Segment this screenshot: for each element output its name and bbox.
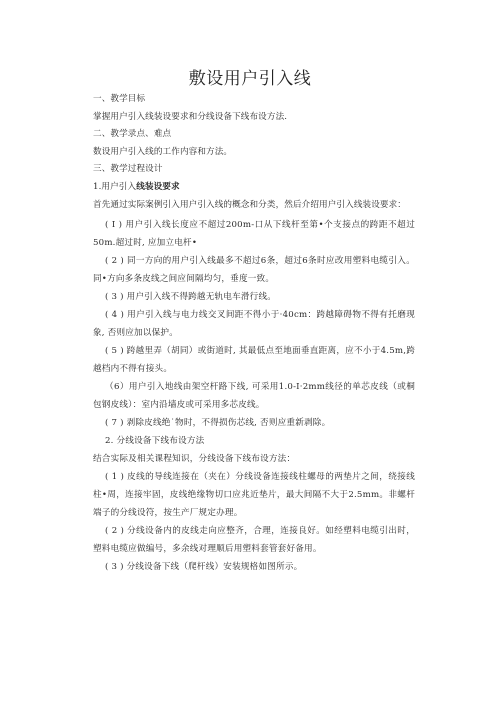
section1-intro: 首先通过实际案例引入用户引入线的概念和分类，然后介绍用户引入线装设要求： [93, 199, 406, 210]
key-points-text: 数设用户引入线的工作内容和方法。 [93, 146, 233, 157]
requirement-3: ( 3 ) 用户引入线不得跨越无轨电车滑行线。 [105, 292, 277, 303]
section1-prefix: 1.用户引入 [93, 181, 137, 192]
method-2: ( 2 ) 分线设备内的皮线走向应整齐，合理，连接良好。如经塑料电缆引出时，塑料电缆应做编号，多余线对理顺后用塑料套管套好备用。 [93, 526, 415, 555]
section1-bold: 线装设要求 [136, 181, 180, 192]
requirement-4: ( 4 ) 用户引入线与电力线交叉间距不得小于·40cm：跨越障碍物不得有托磨现象, 否则应加以保护。 [93, 310, 415, 339]
section2-heading: 2. 分线设备下线布设方法 [105, 436, 205, 447]
requirement-7: ( 7 ) 剥除皮线绝˙物时，不得损伤芯线, 否则应重新剥除。 [105, 418, 331, 429]
method-1: ( 1 ) 皮线的导线连接在（夹在）分线设备连接线柱螺母的两垫片之间，绕接线柱•周，连接牢固，皮线绝缘物切口应兆近垫片，最大间隔不大于2.5mm。非螺杆端子的分线设符，按生产厂规定办理。 [93, 472, 415, 519]
heading-teaching-goal: 一、教学目标 [93, 94, 146, 104]
requirement-1: ( I ) 用户引入线长度应不超过200m-口从下线杆至第•个支接点的跨距不超过50m.超过时, 应加立电杆• [93, 220, 415, 249]
document-title: 敷设用户引入线 [188, 69, 312, 89]
section2-intro: 结合实际及相关课程知识，分线设备下线布设方法： [93, 454, 296, 465]
requirement-5: ( 5 ) 跨越里弄（胡同）或街道时, 其最低点至地面垂直距离，应不小于4.5m,跨越档内不得有接头。 [93, 346, 415, 375]
requirement-6: （6）用户引入地线由架空杆路下线, 可采用1.0-I·2mm线径的单芯皮线（或桐包钢皮线）：室内沿墙皮或可采用多芯皮线。 [93, 382, 415, 411]
method-3: ( 3 ) 分线设备下线（爬杆线）安装规格如图所示。 [105, 562, 303, 573]
requirement-2: ( 2 ) 同一方向的用户引入线最多不超过6条，超过6条时应改用塑料电缆引入。同•方向多条皮线之间应间隔均匀，垂度一致。 [93, 256, 415, 285]
section1-heading [93, 181, 415, 194]
teaching-goal-text: 掌握用户引入线装设要求和分线设备下线布设方法. [93, 111, 288, 122]
document-body [93, 93, 415, 576]
heading-key-points: 二、教学录点、难点 [93, 129, 172, 140]
heading-process-design: 三、教学过程设计 [93, 164, 163, 175]
